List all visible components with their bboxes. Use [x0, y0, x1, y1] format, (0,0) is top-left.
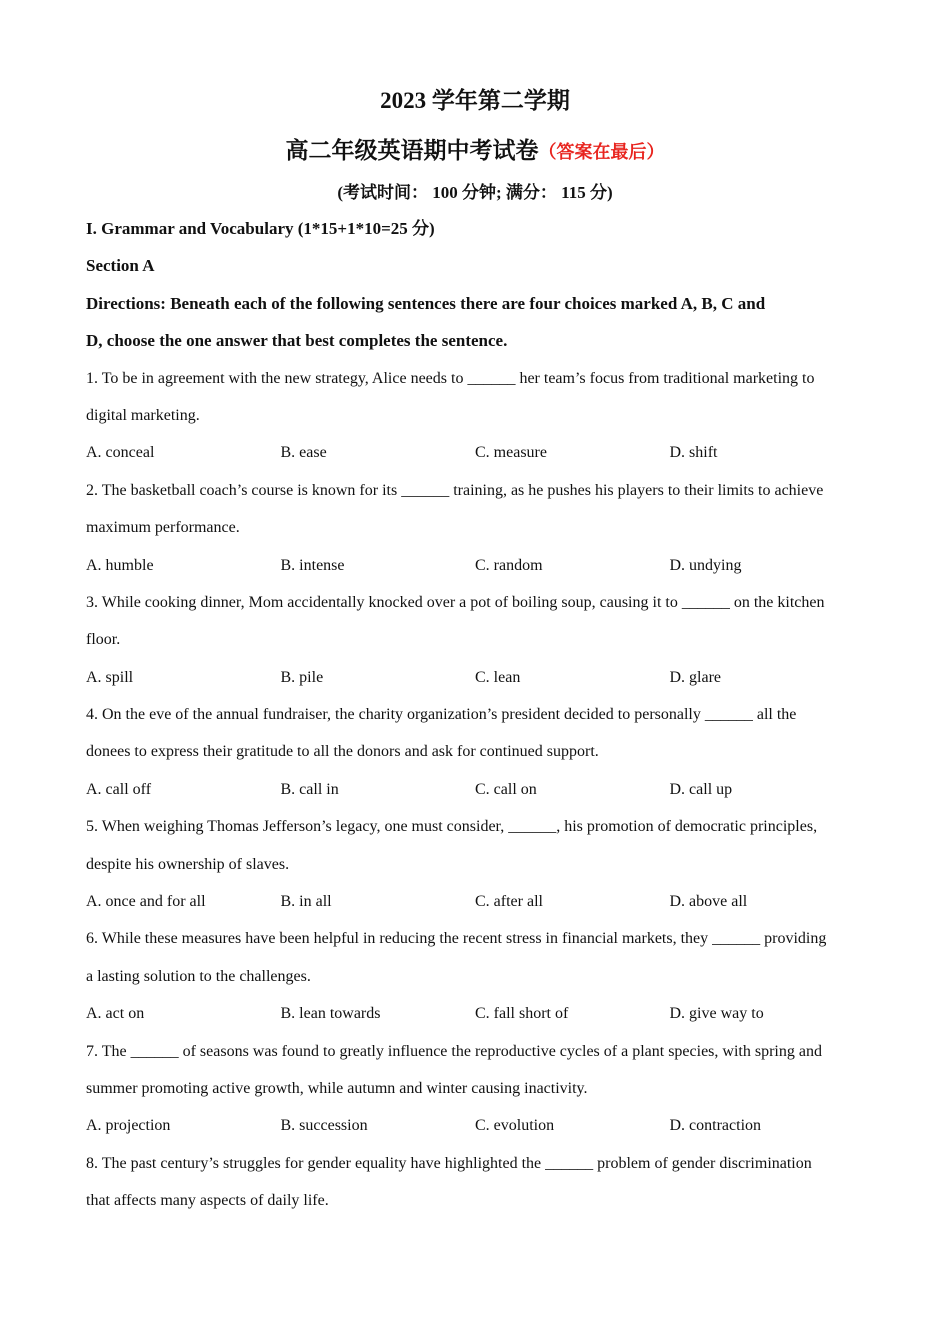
option: D. above all: [669, 893, 748, 911]
question-text: 5. When weighing Thomas Jefferson’s legacy, one must consider, ______, his promotion of democratic principles,: [86, 818, 818, 836]
option: B. intense: [280, 556, 345, 574]
option: D. call up: [669, 780, 733, 798]
directions-line: Directions: Beneath each of the following sentences there are four choices marked A, B, C and: [86, 293, 766, 313]
exam-title: 2023 学年第二学期: [380, 88, 570, 113]
option-row: [86, 1110, 876, 1147]
part-heading: I. Grammar and Vocabulary (1*15+1*10=25 分): [86, 219, 435, 238]
question-text: donees to express their gratitude to all the donors and ask for continued support.: [86, 743, 599, 761]
question-text: 8. The past century’s struggles for gender equality have highlighted the ______ problem of gender discrimination: [86, 1154, 812, 1172]
option: B. lean towards: [280, 1005, 381, 1023]
option-row: [86, 774, 876, 811]
question-text: digital marketing.: [86, 406, 200, 424]
exam-subtitle: [0, 132, 950, 165]
question-text: 3. While cooking dinner, Mom accidentally knocked over a pot of boiling soup, causing it to ______ on the kitchen: [86, 593, 825, 611]
subtitle-text: 高二年级英语期中考试卷: [285, 138, 539, 163]
option: D. contraction: [669, 1117, 762, 1135]
option: D. undying: [669, 556, 742, 574]
option: A. conceal: [86, 444, 155, 462]
option: B. ease: [280, 444, 327, 462]
option: B. succession: [280, 1117, 368, 1135]
option: B. in all: [280, 893, 332, 911]
question-text: 2. The basketball coach’s course is known for its ______ training, as he pushes his players to their limits to achieve: [86, 481, 824, 499]
time-info: (考试时间： 100 分钟; 满分： 115 分): [337, 183, 613, 202]
option: D. shift: [669, 444, 718, 462]
option: D. glare: [669, 668, 722, 686]
option-row: [86, 437, 876, 474]
question-text: 7. The ______ of seasons was found to greatly influence the reproductive cycles of a plant species, with spring and: [86, 1042, 822, 1060]
question-text: a lasting solution to the challenges.: [86, 967, 311, 985]
option-row: [86, 886, 876, 923]
option: A. humble: [86, 556, 154, 574]
question-text: 4. On the eve of the annual fundraiser, the charity organization’s president decided to personally ______ all the: [86, 706, 797, 724]
option: C. lean: [475, 668, 521, 686]
question-text: despite his ownership of slaves.: [86, 855, 290, 873]
answer-note: （答案在最后）: [538, 142, 665, 162]
option: B. call in: [280, 780, 339, 798]
option-row: [86, 998, 876, 1035]
question-text: that affects many aspects of daily life.: [86, 1192, 329, 1210]
option: B. pile: [280, 668, 324, 686]
option: A. once and for all: [86, 893, 206, 911]
directions-line: D, choose the one answer that best completes the sentence.: [86, 331, 508, 351]
option: C. fall short of: [475, 1005, 569, 1023]
question-text: 6. While these measures have been helpful in reducing the recent stress in financial markets, they ______ providing: [86, 930, 827, 948]
option: A. projection: [86, 1117, 171, 1135]
question-text: 1. To be in agreement with the new strategy, Alice needs to ______ her team’s focus from traditional marketing to: [86, 369, 815, 387]
option: C. random: [475, 556, 543, 574]
section-heading: Section A: [86, 256, 155, 276]
option-row: [86, 550, 876, 587]
option: D. give way to: [669, 1005, 764, 1023]
question-text: floor.: [86, 631, 121, 649]
question-text: maximum performance.: [86, 519, 240, 537]
option: C. call on: [475, 780, 537, 798]
option: C. measure: [475, 444, 547, 462]
option: A. act on: [86, 1005, 145, 1023]
question-text: summer promoting active growth, while autumn and winter causing inactivity.: [86, 1079, 588, 1097]
option: C. after all: [475, 893, 543, 911]
option: A. call off: [86, 780, 152, 798]
exam-content: [86, 213, 876, 1223]
option: C. evolution: [475, 1117, 555, 1135]
option-row: [86, 662, 876, 699]
option: A. spill: [86, 668, 134, 686]
